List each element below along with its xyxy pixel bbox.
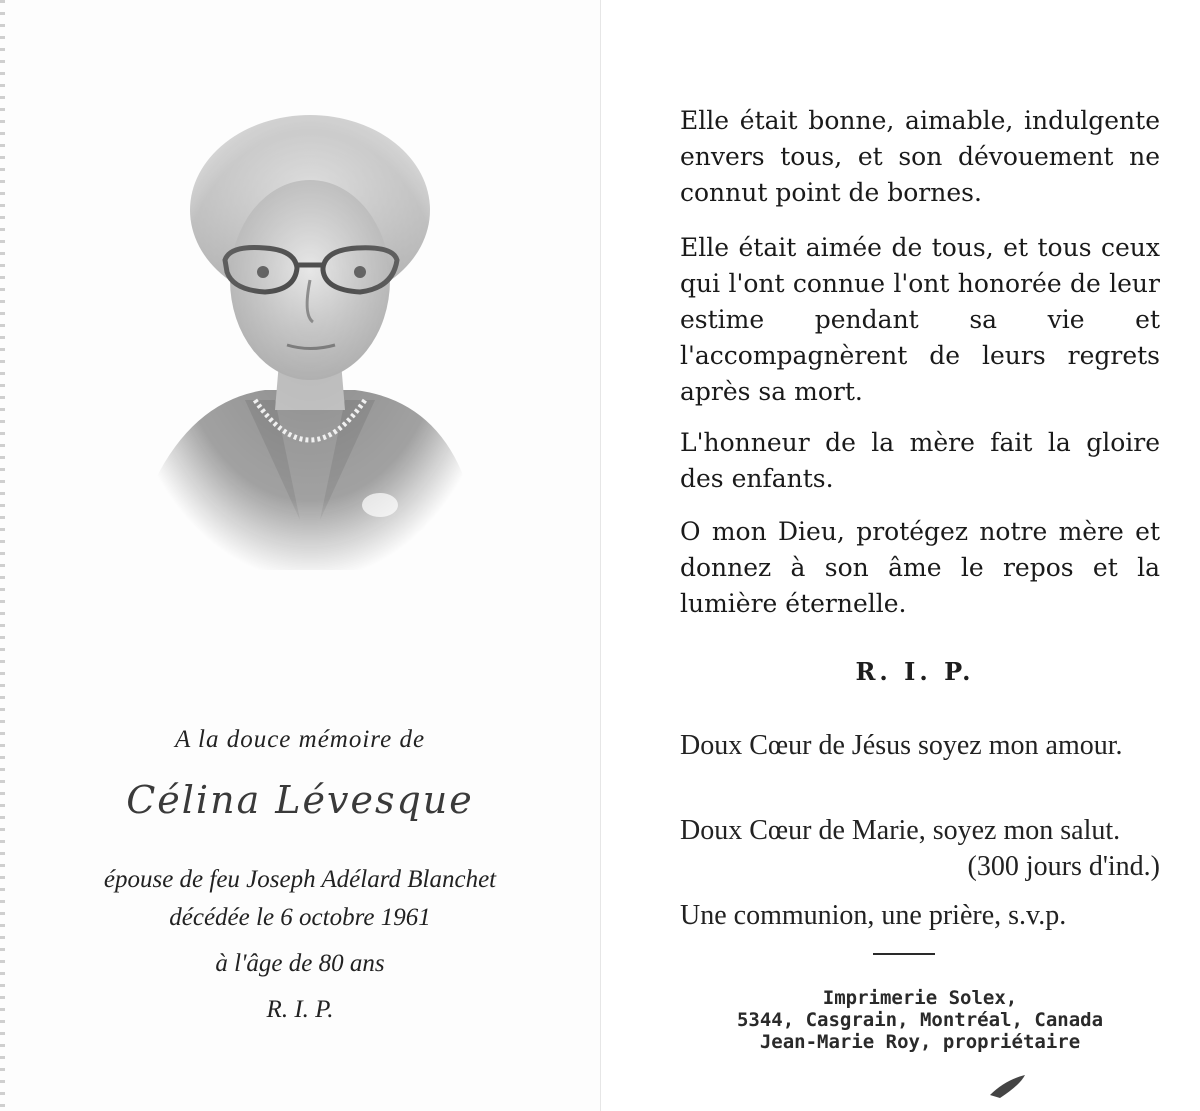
- memorial-intro: A la douce mémoire de: [174, 726, 426, 753]
- death-date-line: décédée le 6 octobre 1961: [169, 904, 431, 931]
- spouse-line: épouse de feu Joseph Adélard Blanchet: [103, 866, 497, 893]
- tribute-paragraph: O mon Dieu, protégez notre mère et donnez à son âme le repos et la lumière éternelle.: [680, 517, 1160, 618]
- tribute-paragraph: Elle était bonne, aimable, indulgente envers tous, et son dévouement ne connut point de bornes.: [680, 106, 1160, 207]
- deceased-name: Célina Lévesque: [126, 778, 474, 822]
- tribute-paragraph: L'honneur de la mère fait la gloire des enfants.: [680, 428, 1160, 493]
- age-line: à l'âge de 80 ans: [215, 950, 385, 977]
- portrait-photo: [135, 100, 485, 580]
- printer-owner: Jean-Marie Roy, propriétaire: [759, 1031, 1081, 1053]
- divider-rule: [873, 953, 935, 955]
- perforated-edge: [0, 0, 5, 1111]
- indulgence-note: (300 jours d'ind.): [967, 851, 1160, 882]
- ink-speck: [985, 1070, 1035, 1100]
- prayer-request: Une communion, une prière, s.v.p.: [680, 900, 1067, 931]
- prayer-sacred-heart: Doux Cœur de Jésus soyez mon amour.: [680, 730, 1123, 761]
- rip-right: R. I. P.: [855, 657, 975, 686]
- right-card: [610, 0, 1200, 1111]
- tribute-paragraph: Elle était aimée de tous, et tous ceux qui l'ont connue l'ont honorée de leur estime pendant sa vie et l'accompagnèrent de leurs regrets après sa mort.: [680, 233, 1160, 406]
- prayer-marie-text: Doux Cœur de Marie, soyez mon salut.: [680, 815, 1121, 846]
- rip-left: R. I. P.: [266, 996, 334, 1023]
- prayer-marie: [680, 813, 1160, 885]
- printer-address: 5344, Casgrain, Montréal, Canada: [736, 1009, 1104, 1031]
- printer-name: Imprimerie Solex,: [822, 987, 1018, 1009]
